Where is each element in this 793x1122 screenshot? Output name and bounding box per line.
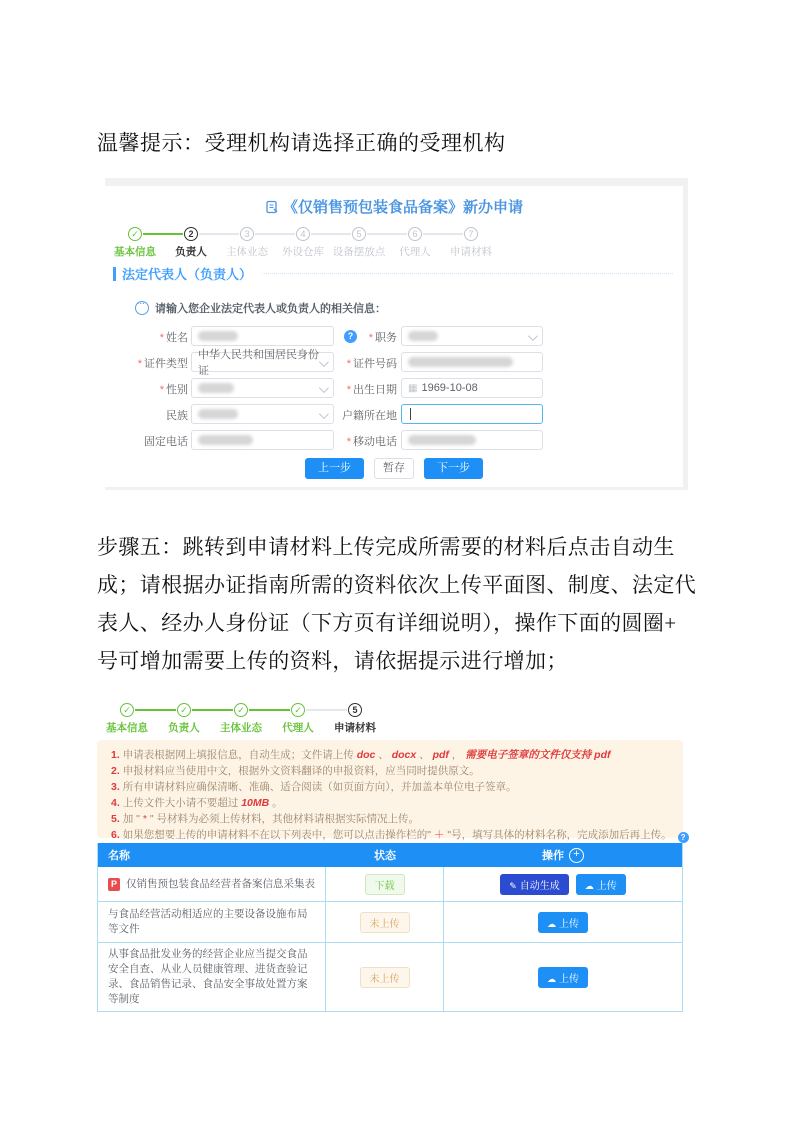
edit-icon: ✎ — [509, 880, 517, 891]
section-title: 法定代表人（负责人） — [122, 267, 253, 282]
notice-number: 5. — [111, 813, 120, 825]
notice-number: 3. — [111, 781, 120, 793]
field-label-ethnicity: 民族 — [166, 410, 188, 422]
form-hint-text: 请输入您企业法定代表人或负责人的相关信息： — [155, 303, 386, 315]
document-icon — [265, 200, 279, 214]
redacted-value — [198, 435, 253, 445]
redacted-value — [408, 331, 438, 341]
calendar-icon: ▦ — [408, 382, 418, 394]
upload-icon: ☁ — [584, 880, 594, 891]
notice-number: 1. — [111, 749, 120, 761]
material-status-cell — [326, 902, 444, 942]
step-label-main-business: 主体业态 — [226, 246, 268, 258]
col-header-action-text: 操作 — [542, 850, 564, 862]
step5-paragraph — [97, 528, 717, 680]
field-label-name: * 姓名 — [159, 332, 188, 344]
help-icon[interactable]: ? — [678, 832, 689, 843]
form-button-bar — [105, 458, 683, 479]
materials-table — [97, 843, 683, 1012]
notice-line — [111, 747, 669, 763]
step-label-agent: 代理人 — [399, 246, 431, 258]
auto-generate-button[interactable]: ✎ 自动生成 — [500, 874, 569, 895]
notice-text: 上传文件大小请不要超过 — [122, 797, 242, 809]
required-asterisk: * — [346, 436, 351, 448]
step-circle-main-business[interactable]: 3 — [240, 227, 254, 241]
step-label-agent: 代理人 — [282, 722, 314, 734]
step-connector — [255, 233, 295, 235]
col-header-action — [444, 847, 682, 863]
col-header-name: 名称 — [108, 850, 130, 862]
field-label-position: * 职务 — [368, 332, 397, 344]
field-label-gender: * 性别 — [159, 384, 188, 396]
form-screenshot — [105, 178, 688, 490]
upload-screenshot — [97, 693, 686, 1005]
form-steps — [105, 224, 683, 266]
step-label-responsible-person: 负责人 — [168, 722, 200, 734]
field-input-id-number[interactable] — [401, 352, 543, 372]
upload-steps — [97, 698, 683, 740]
prev-step-button[interactable]: 上一步 — [305, 458, 364, 479]
notice-line — [111, 779, 669, 795]
section-header — [113, 264, 673, 283]
notice-text: " 号材料为必须上传材料，其他材料请根据实际情况上传。 — [146, 813, 419, 825]
notice-line — [111, 811, 669, 827]
notice-text: ， — [448, 749, 466, 761]
material-status-cell — [326, 867, 444, 901]
notice-text: pdf — [432, 749, 449, 761]
material-row — [98, 902, 682, 943]
field-label-birth-date: * 出生日期 — [346, 384, 397, 396]
upload-button[interactable]: ☁ 上传 — [538, 912, 588, 933]
step-label-materials: 申请材料 — [450, 246, 492, 258]
step-label-basic-info: 基本信息 — [106, 722, 148, 734]
field-date-birth-date[interactable] — [401, 378, 543, 398]
notice-text: 、 — [375, 749, 392, 761]
step-connector — [306, 709, 347, 711]
field-select-position[interactable] — [401, 326, 543, 346]
field-value: 1969-10-08 — [421, 382, 478, 394]
notice-text: doc — [356, 749, 376, 761]
step-label-main-business: 主体业态 — [220, 722, 262, 734]
field-input-mobile[interactable] — [401, 430, 543, 450]
field-label-id-number: * 证件号码 — [346, 358, 397, 370]
redacted-value — [408, 357, 513, 367]
notice-text: ＋ — [433, 829, 445, 841]
form-row — [105, 349, 683, 378]
notice-text: 申报材料应当使用中文，根据外文资料翻译的申报资料，应当同时提供原文。 — [122, 765, 480, 777]
notice-number: 4. — [111, 797, 120, 809]
form-title — [105, 196, 683, 217]
add-material-icon[interactable]: + — [569, 848, 584, 863]
upload-icon: ☁ — [547, 918, 556, 929]
notice-text: 加 " — [122, 813, 143, 825]
field-value: 中华人民共和国居民身份证 — [198, 349, 319, 377]
field-label-landline: 固定电话 — [144, 436, 188, 448]
step-connector — [367, 233, 407, 235]
document-tip-text: 温馨提示：受理机构请选择正确的受理机构 — [97, 131, 506, 155]
comment-icon — [135, 301, 149, 315]
form-hint — [135, 300, 386, 316]
next-step-button[interactable]: 下一步 — [424, 458, 483, 479]
notice-text: docx — [391, 749, 417, 761]
material-row — [98, 867, 682, 902]
notice-text: 。 — [269, 797, 283, 809]
paragraph-line: 号可增加需要上传的资料，请依据提示进行增加； — [97, 649, 568, 673]
notice-text: "号，填写具体的材料名称，完成添加后再上传。 — [444, 829, 672, 841]
redacted-value — [198, 331, 238, 341]
table-body — [98, 867, 682, 1012]
form-fields — [105, 326, 683, 456]
text-cursor — [410, 408, 411, 420]
material-action-cell — [444, 867, 682, 901]
step-circle-warehouse[interactable]: 4 — [296, 227, 310, 241]
step-label-responsible-person: 负责人 — [175, 246, 207, 258]
status-badge-download[interactable]: 下载 — [365, 874, 405, 895]
material-name-cell — [98, 943, 326, 1011]
required-asterisk: * — [159, 332, 164, 344]
upload-button[interactable]: ☁ 上传 — [538, 967, 588, 988]
form-title-text: 《仅销售预包装食品备案》新办申请 — [282, 199, 523, 216]
redacted-value — [198, 383, 234, 393]
step-circle-responsible-person[interactable]: ✓ — [177, 703, 191, 717]
step-circle-basic-info[interactable]: ✓ — [128, 227, 142, 241]
form-panel — [105, 186, 683, 487]
form-row — [105, 378, 683, 404]
upload-notice-box — [97, 740, 686, 842]
notice-text: 需要电子签章的文件仅支持 pdf — [465, 749, 611, 761]
material-name-cell — [98, 902, 326, 942]
section-bar — [113, 267, 116, 281]
required-asterisk: * — [137, 358, 142, 370]
notice-text: 、 — [416, 749, 433, 761]
upload-button[interactable]: ☁ 上传 — [576, 874, 626, 895]
notice-line — [111, 827, 686, 843]
paragraph-line: 表人、经办人身份证（下方页有详细说明），操作下面的圆圈+ — [97, 611, 677, 635]
material-action-cell — [444, 943, 682, 1011]
redacted-value — [408, 435, 476, 445]
status-badge-not-uploaded: 未上传 — [360, 967, 410, 988]
step-circle-responsible-person[interactable]: 2 — [184, 227, 198, 241]
step-connector — [423, 233, 463, 235]
step-circle-agent[interactable]: ✓ — [291, 703, 305, 717]
field-label-id-type: * 证件类型 — [137, 358, 188, 370]
step-circle-main-business[interactable]: ✓ — [234, 703, 248, 717]
step-connector — [249, 709, 290, 711]
field-input-household-location[interactable] — [401, 404, 543, 424]
material-name: 与食品经营活动相适应的主要设备设施布局等文件 — [108, 908, 308, 935]
step-connector — [199, 233, 239, 235]
paragraph-line: 成；请根据办证指南所需的资料依次上传平面图、制度、法定代 — [97, 573, 697, 597]
material-name-cell — [98, 867, 326, 901]
pdf-file-icon: P — [108, 878, 120, 891]
field-label-mobile: * 移动电话 — [346, 436, 397, 448]
section-divider — [262, 273, 673, 274]
form-row — [105, 430, 683, 456]
chevron-down-icon — [528, 331, 538, 341]
upload-icon: ☁ — [547, 973, 556, 984]
step-circle-materials[interactable]: 5 — [348, 703, 362, 717]
notice-text: 如果您想要上传的申请材料不在以下列表中，您可以点击操作栏的" — [122, 829, 434, 841]
status-badge-not-uploaded: 未上传 — [360, 912, 410, 933]
save-draft-button[interactable]: 暂存 — [374, 458, 414, 479]
step-connector — [135, 709, 176, 711]
paragraph-line: 步骤五：跳转到申请材料上传完成所需要的材料后点击自动生 — [97, 535, 675, 559]
notice-text: 申请表根据网上填报信息，自动生成；文件请上传 — [122, 749, 357, 761]
material-status-cell — [326, 943, 444, 1011]
material-name: 仅销售预包装食品经营者备案信息采集表 — [126, 877, 315, 890]
field-label-household-location: 户籍所在地 — [342, 410, 397, 422]
form-row — [105, 326, 683, 352]
step-connector — [143, 233, 183, 235]
required-asterisk: * — [346, 384, 351, 396]
notice-number: 2. — [111, 765, 120, 777]
col-header-status: 状态 — [374, 850, 396, 862]
step-label-basic-info: 基本信息 — [114, 246, 156, 258]
table-header — [98, 843, 682, 867]
notice-line — [111, 795, 669, 811]
help-icon[interactable]: ? — [344, 330, 357, 343]
material-row — [98, 943, 682, 1012]
notice-line — [111, 763, 669, 779]
step-label-materials: 申请材料 — [334, 722, 376, 734]
step-circle-agent[interactable]: 6 — [408, 227, 422, 241]
notice-text: 所有申请材料应确保清晰、准确、适合阅读（如页面方向），并加盖本单位电子签章。 — [122, 781, 517, 793]
notice-text: 10MB — [241, 797, 270, 809]
step-label-warehouse: 外设仓库 — [282, 246, 324, 258]
required-asterisk: * — [346, 358, 351, 370]
step-circle-basic-info[interactable]: ✓ — [120, 703, 134, 717]
form-row — [105, 404, 683, 430]
step-circle-materials[interactable]: 7 — [464, 227, 478, 241]
step-connector — [311, 233, 351, 235]
step-label-equipment-point: 设备摆放点 — [332, 246, 386, 258]
step-circle-equipment-point[interactable]: 5 — [352, 227, 366, 241]
redacted-value — [198, 409, 238, 419]
step-connector — [192, 709, 233, 711]
notice-text: * — [142, 813, 147, 825]
material-action-cell — [444, 902, 682, 942]
material-name: 从事食品批发业务的经营企业应当提交食品安全自查、从业人员健康管理、进货查验记录、食品销售记录、食品安全事故处置方案等制度 — [108, 948, 308, 1005]
required-asterisk: * — [368, 332, 373, 344]
notice-number: 6. — [111, 829, 120, 841]
required-asterisk: * — [159, 384, 164, 396]
